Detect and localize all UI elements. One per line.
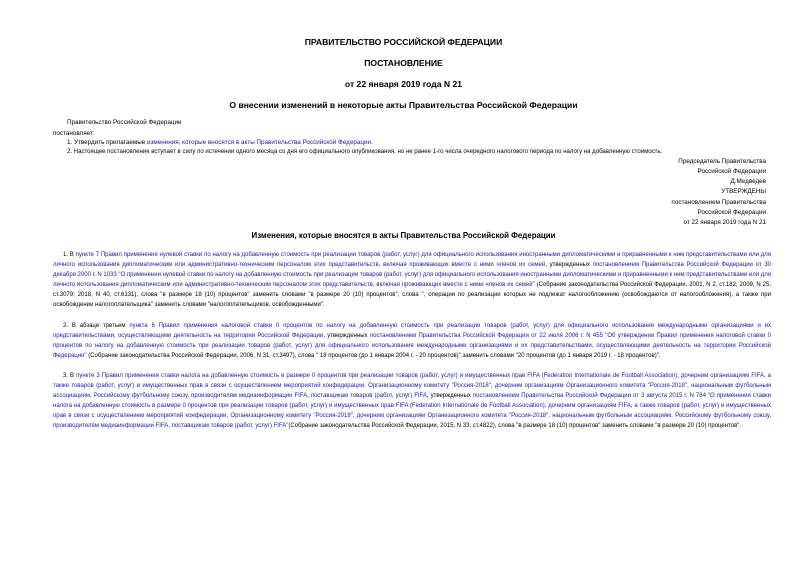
signature-position: Председатель Правительства <box>678 158 766 165</box>
changes-link[interactable]: изменения, которые вносятся в акты Правительства Российской Федерации <box>147 139 371 146</box>
item-2: 2. Настоящее постановление вступает в силу по истечении одного месяца со дня его официального опубликования, но не ранее 1-го числа очередного налогового периода по налогу на добавленную стоимость. <box>67 149 663 155</box>
preamble-line-1: Правительство Российской Федерации <box>67 119 182 126</box>
preamble-line-2: постановляет: <box>53 130 95 137</box>
government-heading: ПРАВИТЕЛЬСТВО РОССИЙСКОЙ ФЕДЕРАЦИИ <box>304 37 503 47</box>
resolution-link-1[interactable]: постановлением Правительства Российской Федерации от 30 декабря 2000 г. N 1033 "О применении нулевой ставки по налогу на добавленную стоимость при реализации товаров (работ, услуг) для официального использования иностранными дипломатическими и приравненными к ним представительствами или для личного использования дипломатическим или административно-техническим персоналом этих представительств, включая проживающих вместе с ними членов их семей" <box>53 262 771 288</box>
resolution-link-2[interactable]: постановлением Правительства Российской Федерации от 22 июля 2006 г. N 455 "Об утверждении Правил применения налоговой ставки 0 процентов по налогу на добавленную стоимость при реализации товаров (работ, услуг) для официального использования международными организациями и их представительствами, осуществляющими деятельность на территории Российской Федерации" <box>53 333 771 359</box>
change-paragraph-1: 1. В пункте 7 Правил применения нулевой ставки по налогу на добавленную стоимость при реализации товаров (работ, услуг) для официального использования иностранными дипломатическими и приравненными к ним представительствами или для личного использования дипломатическим или административно-техническим персоналом этих представительств, включая проживающих вместе с ними членов их семей, утвержденных постановлением Правительства Российской Федерации от 30 декабря 2000 г. N 1033 "О применении нулевой ставки по налогу на добавленную стоимость при реализации товаров (работ, услуг) для официального использования иностранными дипломатическими и приравненными к ним представительствами или для личного использования дипломатическим или административно-техническим персоналом этих представительств, включая проживающих вместе с ними членов их семей" (Собрание законодательства Российской Федерации, 2001, N 2, ст.182; 2009, N 25, ст.3079; 2018, N 40, ст.6131), слова "в размере 18 (10) процентов" заменить словами "в размере 20 (10) процентов", слова ", операции по реализации которых не подлежат налогообложению (освобождаются от налогообложения), а также при освобождении налогоплательщика" заменить словами "налогоплательщиков, освобожденными". <box>53 252 771 308</box>
rules-link-3[interactable]: пункте 3 Правил применения ставки налога на добавленную стоимость в размере 0 процентов при реализации товаров (работ, услуг) и имущественных прав FIFA (Federation Internationale de Football Association), дочерним организациям FIFA, а также товаров (работ, услуг) и имущественных прав в связи с осуществлением мероприятий конфедерации, Организационному комитету "Россия-2018", дочерним организациям Организационного комитета "Россия-2018", национальным футбольным ассоциациям, Российскому футбольному союзу, производителям медиаинформации FIFA, поставщикам товаров (работ, услуг) FIFA <box>53 373 771 399</box>
approval-stamp: УТВЕРЖДЕНЫ <box>721 188 766 195</box>
document-title: О внесении изменений в некоторые акты Правительства Российской Федерации <box>229 100 578 110</box>
signature-name: Д.Медведев <box>730 178 766 185</box>
signature-org: Российской Федерации <box>697 168 766 175</box>
document-type: ПОСТАНОВЛЕНИЕ <box>364 58 443 68</box>
rules-link-2[interactable]: пункта 6 Правил применения налоговой ставки 0 процентов по налогу на добавленную стоимость при реализации товаров (работ, услуг) для официального использования международными организациями и их представительствами, осуществляющими деятельность на территории Российской Федерации <box>53 323 771 339</box>
approval-date: от 22 января 2019 года N 21 <box>683 219 766 226</box>
item-1: 1. Утвердить прилагаемые изменения, которые вносятся в акты Правительства Российской Федерации. <box>67 139 373 146</box>
approval-org: Российской Федерации <box>697 209 766 216</box>
change-paragraph-3: 3. В пункте 3 Правил применения ставки налога на добавленную стоимость в размере 0 процентов при реализации товаров (работ, услуг) и имущественных прав FIFA (Federation Internationale de Football Association), дочерним организациям FIFA, а также товаров (работ, услуг) и имущественных прав в связи с осуществлением мероприятий конфедерации, Организационному комитету "Россия-2018", дочерним организациям Организационного комитета "Россия-2018", национальным футбольным ассоциациям, Российскому футбольному союзу, производителям медиаинформации FIFA, поставщикам товаров (работ, услуг) FIFA, утвержденных постановлением Правительства Российской Федерации от 3 августа 2015 г. N 784 "О применении ставки налога на добавленную стоимость в размере 0 процентов при реализации товаров (работ, услуг) и имущественных прав FIFA (Federation Internationale de Football Association), дочерним организациям FIFA, а также товаров (работ, услуг) и имущественных прав в связи с осуществлением мероприятий конфедерации, Организационному комитету "Россия-2018", дочерним организациям Организационного комитета "Россия-2018", национальным футбольным ассоциациям, Российскому футбольному союзу, производителям медиаинформации FIFA, поставщикам товаров (работ, услуг) FIFA"(Собрание законодательства Российской Федерации, 2015, N 33, ст.4822), слова "в размере 18 (10) процентов" заменить словами "в размере 20 (10) процентов". <box>53 373 771 429</box>
resolution-link-3[interactable]: постановлением Правительства Российской Федерации от 3 августа 2015 г. N 784 "О применении ставки налога на добавленную стоимость в размере 0 процентов при реализации товаров (работ, услуг) и имущественных прав FIFA (Federation Internationale de Football Association), дочерним организациям FIFA, а также товаров (работ, услуг) и имущественных прав в связи с осуществлением мероприятий конфедерации, Организационному комитету "Россия-2018", дочерним организациям Организационного комитета "Россия-2018", национальным футбольным ассоциациям, Российскому футбольному союзу, производителям медиаинформации FIFA, поставщикам товаров (работ, услуг) FIFA" <box>53 393 771 429</box>
rules-link-1[interactable]: пункте 7 Правил применения нулевой ставки по налогу на добавленную стоимость при реализации товаров (работ, услуг) для официального использования иностранными дипломатическими и приравненными к ним представительствами или для личного использования дипломатическим или административно-техническим персоналом этих представительств, включая проживающих вместе с ними членов их семей <box>53 252 771 268</box>
changes-title: Изменения, которые вносятся в акты Правительства Российской Федерации <box>251 231 556 240</box>
document-date-number: от 22 января 2019 года N 21 <box>344 79 463 89</box>
change-paragraph-2: 2. В абзаце третьем пункта 6 Правил применения налоговой ставки 0 процентов по налогу на добавленную стоимость при реализации товаров (работ, услуг) для официального использования международными организациями и их представительствами, осуществляющими деятельность на территории Российской Федерации, утвержденных постановлением Правительства Российской Федерации от 22 июля 2006 г. N 455 "Об утверждении Правил применения налоговой ставки 0 процентов по налогу на добавленную стоимость при реализации товаров (работ, услуг) для официального использования международными организациями и их представительствами, осуществляющими деятельность на территории Российской Федерации" (Собрание законодательства Российской Федерации, 2006, N 31, ст.3497), слова " 18 процентов (до 1 января 2004 г. - 20 процентов)" заменить словами "20 процентов (до 1 января 2019 г. - 18 процентов)". <box>53 323 771 359</box>
approval-by: постановлением Правительства <box>671 199 766 206</box>
